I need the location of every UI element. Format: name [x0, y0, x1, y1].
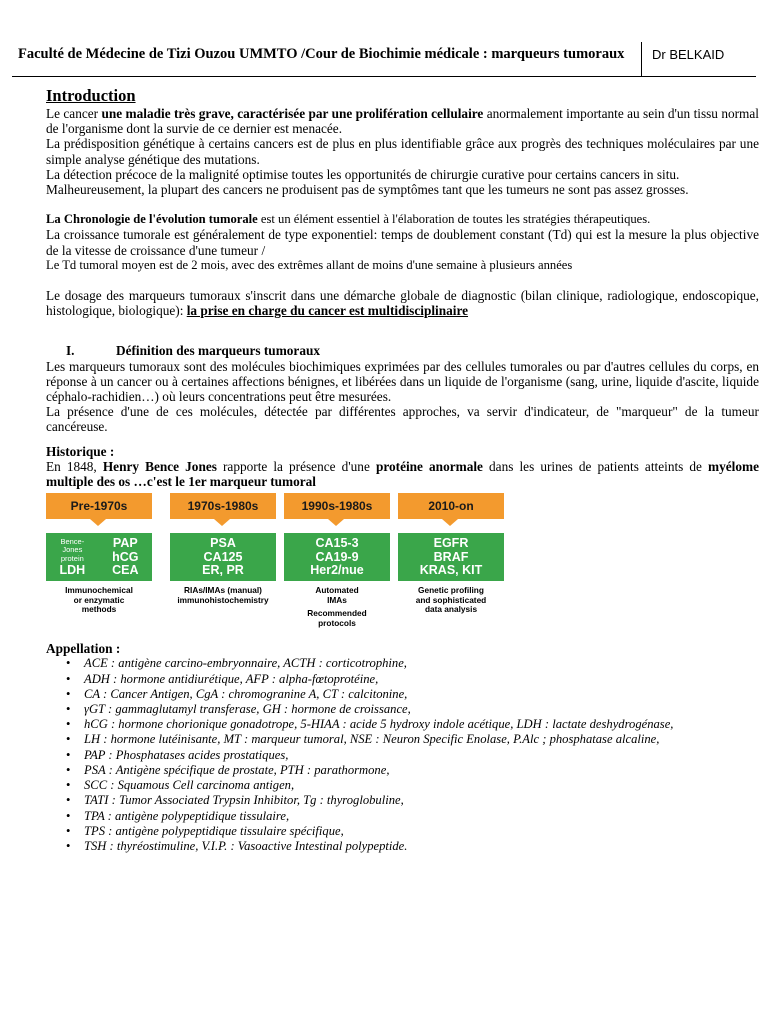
intro-p1-start: Le cancer: [46, 106, 102, 121]
timeline-era-2: [170, 493, 276, 605]
intro-p1-end: anormalement importante au sein d'un tissu normal de l'organisme dont la survie de ce dernier est menacée.: [46, 106, 759, 137]
bj-line: protein: [60, 553, 84, 563]
intro-title: Introduction: [46, 86, 136, 105]
hist-bold-1: Henry Bence Jones: [102, 458, 217, 474]
bullet-icon: •: [66, 823, 71, 838]
bj-line: Bence-: [60, 536, 85, 546]
bullet-icon: •: [66, 838, 71, 853]
era-method-line: immunohistochemistry: [177, 594, 269, 605]
list-item: [46, 793, 759, 808]
bullet-icon: •: [66, 656, 71, 671]
era-method-line: Immunochemical: [65, 585, 133, 596]
era-method-line: and sophisticated: [415, 594, 487, 605]
era-method-line: Genetic profiling: [418, 585, 484, 596]
list-item: [46, 656, 759, 671]
page-header: [12, 40, 756, 77]
abbreviation-text: γGT : gammaglutamyl transferase, GH : hormone de croissance,: [84, 702, 411, 717]
section-title-definition: [46, 343, 759, 358]
intro-paragraph-8: [46, 288, 759, 318]
hist-text-3: dans les urines de patients atteints de: [482, 458, 709, 474]
abbreviation-text: SCC : Squamous Cell carcinoma antigen,: [84, 778, 295, 793]
list-item: [46, 672, 759, 687]
abbreviation-text: ACE : antigène carcino-embryonnaire, ACTH : corticotrophine,: [84, 656, 407, 671]
historique-title: Historique :: [46, 443, 115, 459]
document-body: [46, 86, 759, 854]
list-item: [46, 717, 759, 732]
appellation-list: [46, 656, 759, 854]
abbreviation-text: TPA : antigène polypeptidique tissulaire,: [84, 808, 290, 823]
list-item: [46, 839, 759, 854]
era-marker: hCG: [112, 549, 139, 564]
era-method-line: Automated: [315, 585, 359, 596]
era-marker: CA125: [203, 549, 243, 564]
era-marker: PSA: [210, 536, 236, 551]
era-method-line: methods: [81, 604, 117, 615]
spacer: [46, 197, 759, 212]
abbreviation-text: CA : Cancer Antigen, CgA : chromogranine A, CT : calcitonine,: [84, 686, 408, 701]
era-method: [284, 586, 390, 628]
era-method: [46, 586, 152, 615]
bullet-icon: •: [66, 732, 71, 747]
intro-p1-bold: une maladie très grave, caractérisée par une prolifération cellulaire: [101, 106, 484, 121]
era-marker: ER, PR: [202, 563, 244, 578]
era-marker: PAP: [112, 536, 138, 551]
era-marker: CA19-9: [315, 549, 359, 564]
bullet-icon: •: [66, 717, 71, 732]
list-item: [46, 778, 759, 793]
era-markers-box: [46, 533, 152, 581]
era-marker: KRAS, KIT: [419, 563, 483, 578]
list-item: [46, 702, 759, 717]
abbreviation-text: PAP : Phosphatases acides prostatiques,: [84, 747, 289, 762]
bullet-icon: •: [66, 762, 71, 777]
section-number: I.: [66, 343, 75, 359]
intro-p5-rest: est un élément essentiel à l'élaboration de toutes les stratégies thérapeutiques.: [257, 212, 651, 227]
hist-text-2: rapporte la présence d'une: [216, 458, 376, 474]
intro-paragraph-2: La prédisposition génétique à certains cancers est de plus en plus identifiable grâce aux progrès des techniques moléculaires par une simple analyse génétique des mutations.: [46, 136, 759, 167]
era-extra: [284, 609, 390, 628]
era-label: 1990s-1980s: [284, 493, 390, 519]
bullet-icon: •: [66, 808, 71, 823]
era-label: Pre-1970s: [46, 493, 152, 519]
intro-p5-bold: La Chronologie de l'évolution tumorale: [46, 212, 258, 227]
era-method-line: protocols: [318, 617, 356, 628]
abbreviation-text: PSA : Antigène spécifique de prostate, PTH : parathormone,: [84, 762, 390, 777]
intro-p8-emphasis: la prise en charge du cancer est multidisciplinaire: [186, 303, 469, 319]
era-marker: Her2/nue: [310, 563, 364, 578]
intro-p8-start: Le dosage des marqueurs tumoraux s'inscrit dans une démarche globale de diagnostic (bilan clinique, radiologique, endoscopique, histologique, biologique):: [46, 288, 759, 319]
spacer: [46, 435, 759, 444]
abbreviation-text: ADH : hormone antidiurétique, AFP : alpha-fœtoprotéine,: [84, 671, 379, 686]
era-method: [398, 586, 504, 615]
list-item: [46, 748, 759, 763]
era-method-line: data analysis: [424, 604, 478, 615]
bullet-icon: •: [66, 793, 71, 808]
header-title: Faculté de Médecine de Tizi Ouzou UMMTO /Cour de Biochimie médicale : marqueurs tumoraux: [18, 46, 625, 62]
bj-line: Jones: [62, 545, 83, 555]
era-label: 1970s-1980s: [170, 493, 276, 519]
spacer: [46, 318, 759, 333]
era-1-left-column: [59, 538, 85, 578]
abbreviation-text: TPS : antigène polypeptidique tissulaire spécifique,: [84, 823, 344, 838]
intro-paragraph-6: La croissance tumorale est généralement de type exponentiel: temps de doublement constant (Td) qui est la mesure la plus objective de la vitesse de croissance d'une tumeur /: [46, 227, 759, 258]
era-marker: CA15-3: [315, 536, 359, 551]
bullet-icon: •: [66, 747, 71, 762]
tumor-marker-timeline: [46, 493, 759, 641]
historique-paragraph: [46, 459, 759, 489]
era-method-line: or enzymatic: [73, 594, 125, 605]
intro-paragraph-3: La détection précoce de la malignité optimise toutes les opportunités de chirurgie curative pour certains cancers in situ.: [46, 166, 680, 182]
list-item: [46, 809, 759, 824]
spacer: [46, 273, 759, 288]
era-marker: CEA: [112, 563, 139, 578]
era-marker: LDH: [59, 563, 86, 578]
list-item: [46, 732, 759, 747]
hist-bold-4: …c'est le 1er marqueur tumoral: [130, 474, 316, 490]
hist-text-1: En 1848,: [46, 458, 103, 474]
timeline-era-3: [284, 493, 390, 628]
era-markers-box: [284, 533, 390, 581]
bullet-icon: •: [66, 778, 71, 793]
intro-paragraph-5: [46, 212, 759, 227]
abbreviation-text: hCG : hormone chorionique gonadotrope, 5-HIAA : acide 5 hydroxy indole acétique, LDH : lactate deshydrogénase,: [84, 717, 674, 732]
era-method-line: Recommended: [307, 608, 367, 619]
list-item: [46, 824, 759, 839]
definition-paragraph-2: La présence d'une de ces molécules, détectée par différentes approches, va servir d'indicateur, de "marqueur" de la tumeur cancéreuse.: [46, 404, 759, 435]
timeline-era-1: [46, 493, 152, 615]
intro-paragraph-7: Le Td tumoral moyen est de 2 mois, avec des extrêmes allant de moins d'une semaine à plusieurs années: [46, 257, 573, 272]
era-markers-box: [170, 533, 276, 581]
header-author: Dr BELKAID: [652, 47, 725, 62]
hist-bold-3: myélome multiple des os: [46, 458, 759, 490]
abbreviation-text: LH : hormone lutéinisante, MT : marqueur tumoral, NSE : Neuron Specific Enolase, P.Alc ; phosphatase alcaline,: [84, 732, 660, 747]
era-method-line: IMAs: [327, 594, 347, 605]
era-markers-box: [398, 533, 504, 581]
definition-paragraph-1: Les marqueurs tumoraux sont des molécules biochimiques exprimées par des cellules tumorales ou par d'autres cellules du corps, en réponse à un cancer ou à certaines affections bénignes, et libérées dans un liquide de l'organisme (sang, urine, liquide d'ascite, liquide céphalo-rachidien…) où leurs concentrations peut être mesurées.: [46, 358, 759, 405]
header-divider: [641, 42, 642, 76]
section-title-text: Définition des marqueurs tumoraux: [116, 343, 321, 359]
bullet-icon: •: [66, 671, 71, 686]
bence-jones-label: [60, 538, 84, 564]
era-method-line: RIAs/IMAs (manual): [184, 585, 262, 596]
list-item: [46, 687, 759, 702]
era-marker: BRAF: [433, 549, 469, 564]
intro-paragraph-1: [46, 106, 759, 136]
appellation-title: Appellation :: [46, 641, 121, 657]
hist-bold-2: protéine anormale: [375, 458, 483, 474]
intro-paragraph-4: Malheureusement, la plupart des cancers ne produisent pas de symptômes tant que les tumeurs ne sont pas assez grosses.: [46, 182, 689, 198]
era-method: [170, 586, 276, 605]
bullet-icon: •: [66, 702, 71, 717]
era-marker-list: [112, 537, 138, 578]
era-marker: EGFR: [433, 536, 469, 551]
bullet-icon: •: [66, 686, 71, 701]
spacer: [46, 333, 759, 343]
list-item: [46, 763, 759, 778]
abbreviation-text: TATI : Tumor Associated Trypsin Inhibitor, Tg : thyroglobuline,: [84, 793, 404, 808]
abbreviation-text: TSH : thyréostimuline, V.I.P. : Vasoactive Intestinal polypeptide.: [84, 838, 408, 853]
timeline-era-4: [398, 493, 504, 615]
era-label: 2010-on: [398, 493, 504, 519]
